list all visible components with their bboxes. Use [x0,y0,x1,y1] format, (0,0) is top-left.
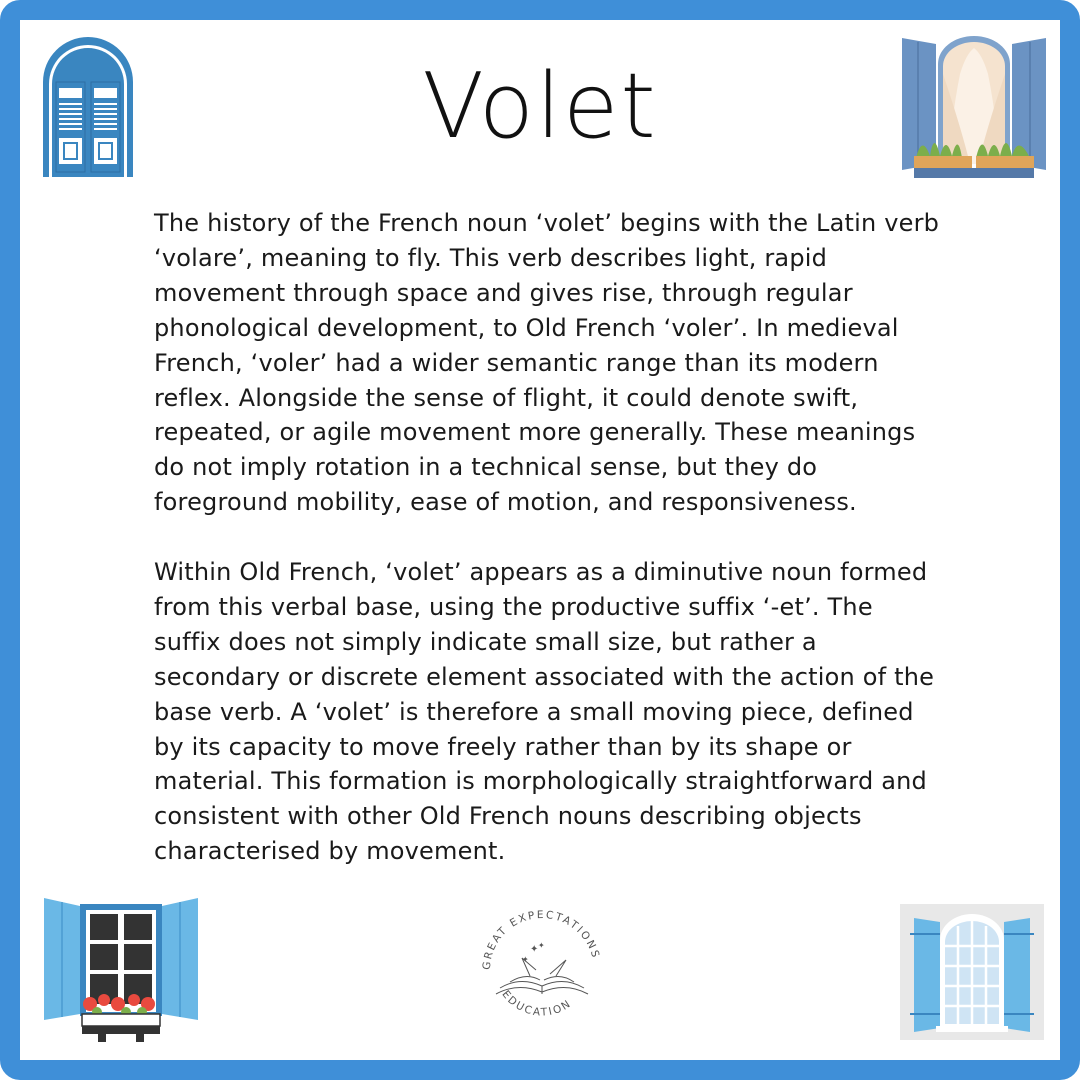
logo-bottom-text: EDUCATION [499,988,575,1019]
arched-window-shutters-icon [900,904,1044,1040]
svg-text:GREAT EXPECTATIONS [481,909,602,970]
svg-text:✦: ✦ [522,955,529,964]
page-title: Volet [422,54,658,159]
logo-top-text: GREAT EXPECTATIONS [480,908,602,971]
sparkle-icon [522,941,545,964]
body-text [154,206,944,869]
svg-text:✦: ✦ [538,941,545,950]
window-flower-box-icon [42,896,200,1046]
great-expectations-logo [470,890,610,1040]
svg-text:EDUCATION [499,988,574,1018]
svg-text:✦: ✦ [530,944,539,955]
open-book-icon [496,958,588,994]
paragraph-old-french-formation: Within Old French, ‘volet’ appears as a diminutive noun formed from this verbal base, using the productive suffix ‘-et’. The suffix does not simply indicate small size, but rather a secondary or discrete element associated with the action of the base verb. A ‘volet’ is therefore a small moving piece, defined by its capacity to move freely rather than by its shape or material. This formation is morphologically straightforward and consistent with other Old French nouns describing objects characterised by movement. [154,558,935,866]
paragraph-etymology-latin: The history of the French noun ‘volet’ begins with the Latin verb ‘volare’, meaning to fly. This verb describes light, rapid movement through space and gives rise, through regular phonological development, to Old French ‘voler’. In medieval French, ‘voler’ had a wider semantic range than its modern reflex. Alongside the sense of flight, it could denote swift, repeated, or agile movement more generally. These meanings do not imply rotation in a technical sense, but they do foreground mobility, ease of motion, and responsiveness. [154,209,940,517]
